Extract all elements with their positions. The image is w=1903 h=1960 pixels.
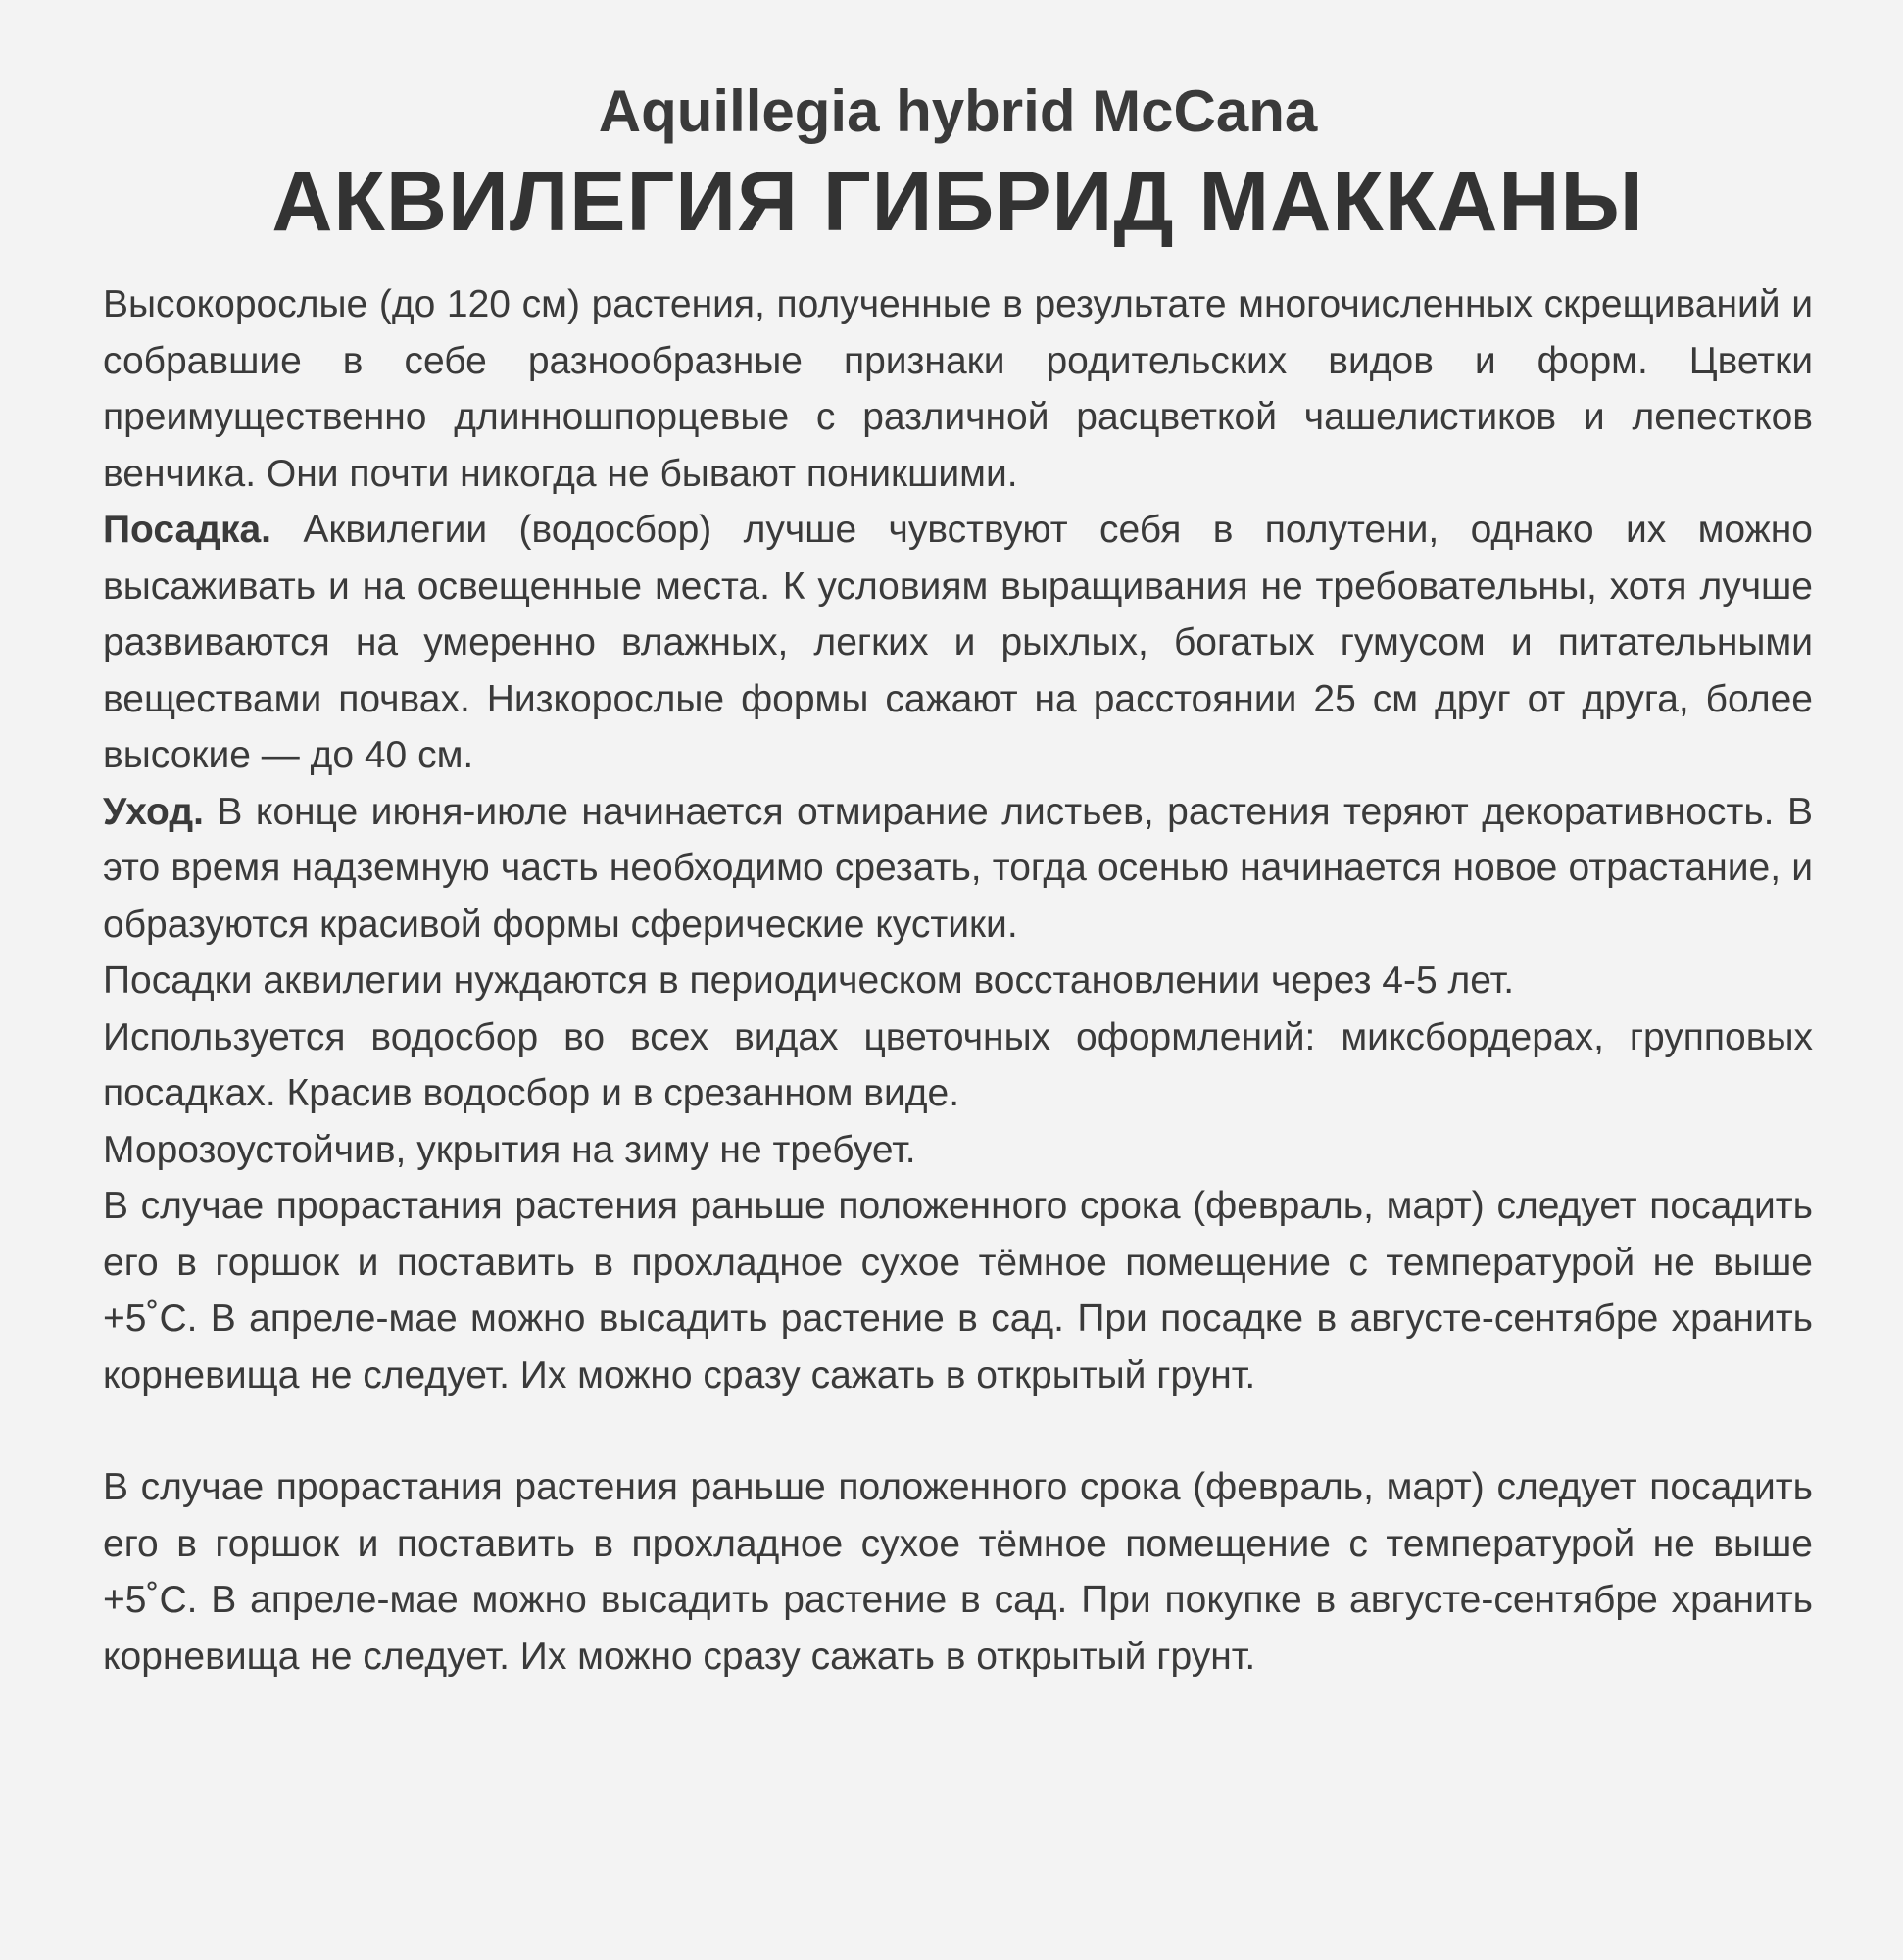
russian-title: АКВИЛЕГИЯ ГИБРИД МАККАНЫ [271,155,1644,249]
renewal-paragraph: Посадки аквилегии нуждаются в периодическом восстановлении через 4-5 лет. [103,959,1515,1002]
planting-heading: Посадка. [103,509,271,551]
paragraph-spacer [103,1403,1813,1459]
planting-paragraph [103,502,1813,784]
usage-paragraph: Используется водосбор во всех видах цветочных оформлений: миксбордерах, групповых посадках. Красив водосбор и в срезанном виде. [103,1015,1813,1114]
description-body [103,276,1813,1685]
latin-title: Aquillegia hybrid McCana [598,78,1318,144]
care-heading: Уход. [103,790,204,833]
early-sprout-paragraph-repeat: В случае прорастания растения раньше положенного срока (февраль, март) следует посадить его в горшок и поставить в прохладное сухое тёмное помещение с температурой не выше +5˚С. В апреле-мае можно высадить растение в сад. При покупке в августе-сентябре хранить корневища не следует. Их можно сразу сажать в открытый грунт. [103,1466,1813,1678]
planting-text: Аквилегии (водосбор) лучше чувствуют себя в полутени, однако их можно высаживать и на освещенные места. К условиям выращивания не требовательны, хотя лучше развиваются на умеренно влажных, легких и рыхлых, богатых гумусом и питательными веществами почвах. Низкорослые формы сажают на расстоянии 25 см друг от друга, более высокие — до 40 см. [103,509,1813,776]
intro-paragraph: Высокорослые (до 120 см) растения, полученные в результате многочисленных скрещиваний и собравшие в себе разнообразные признаки родительских видов и форм. Цветки преимущественно длинношпорцевые с различной расцветкой чашелистиков и лепестков венчика. Они почти никогда не бывают поникшими. [103,283,1813,495]
early-sprout-paragraph: В случае прорастания растения раньше положенного срока (февраль, март) следует посадить его в горшок и поставить в прохладное сухое тёмное помещение с температурой не выше +5˚С. В апреле-мае можно высадить растение в сад. При посадке в августе-сентябре хранить корневища не следует. Их можно сразу сажать в открытый грунт. [103,1185,1813,1396]
care-text: В конце июня-июле начинается отмирание листьев, растения теряют декоративность. В это время надземную часть необходимо срезать, тогда осенью начинается новое отрастание, и образуются красивой формы сферические кустики. [103,790,1813,946]
frost-paragraph: Морозоустойчив, укрытия на зиму не требует. [103,1128,916,1171]
care-paragraph [103,784,1813,954]
